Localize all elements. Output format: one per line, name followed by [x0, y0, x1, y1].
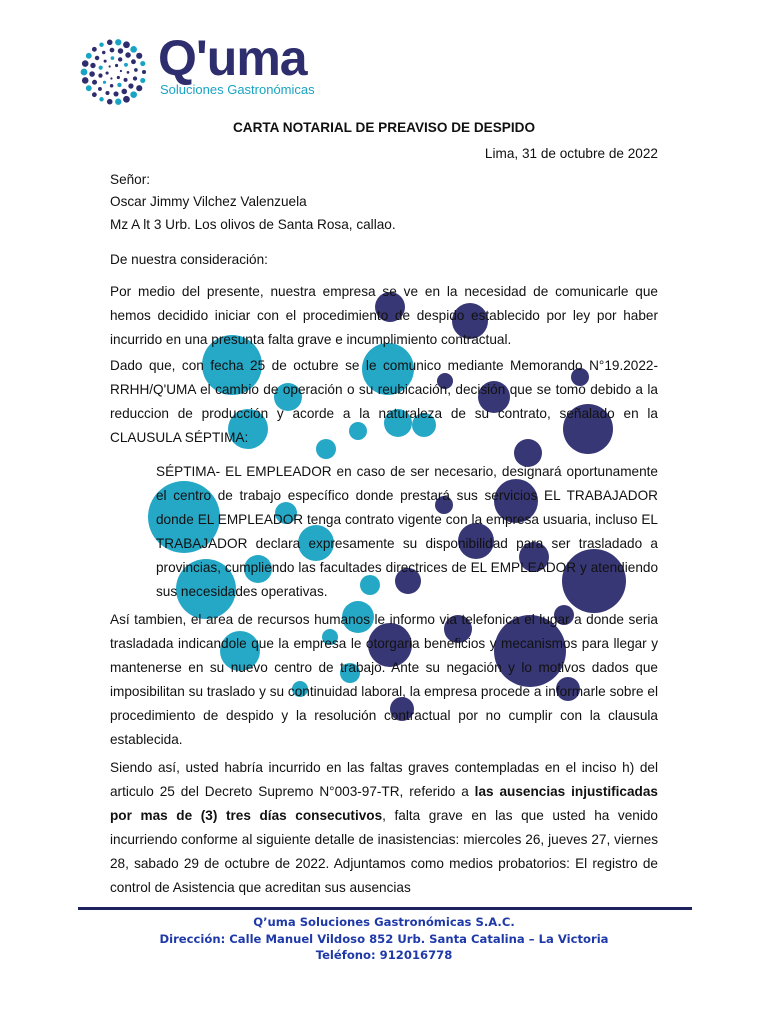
greeting: De nuestra consideración:: [110, 252, 268, 267]
paragraph-2: Dado que, con fecha 25 de octubre se le comunico mediante Memorando N°19.2022-RRHH/Q'UMA el cambio de operación o su reubicación, decisión que se tomo debido a la reduccion de producción y acorde a la naturaleza de su contrato, señalado en la CLAUSULA SÉPTIMA:: [110, 358, 658, 445]
paragraph-1: Por medio del presente, nuestra empresa se ve en la necesidad de comunicarle que hemos decidido iniciar con el procedimiento de despido establecido por ley por haber incurrido en una presunta falta grave e incumplimiento contractual.: [110, 284, 658, 347]
paragraph-5-start: Siendo así, usted habría incurrido en las faltas graves contempladas en el inciso h) del articulo 25 del Decreto Supremo N°003-97-TR, referido a: [110, 760, 658, 799]
footer-phone: Teléfono: 912016778: [315, 948, 453, 962]
paragraph-5: [110, 756, 658, 900]
logo-name: Q'uma: [158, 30, 307, 86]
recipient-name: Oscar Jimmy Vilchez Valenzuela: [110, 194, 307, 209]
logo-tagline: Soluciones Gastronómicas: [160, 82, 315, 97]
letter-date: Lima, 31 de octubre de 2022: [484, 146, 658, 161]
footer-company: Q’uma Soluciones Gastronómicas S.A.C.: [253, 915, 515, 929]
paragraph-4: Así tambien, el area de recursos humanos le informo via telefonica el lugar a donde seria trasladada indicandole que la empresa le otorgaria beneficios y mecanismos para llegar y mantenerse en su nuevo centro de trabajo. Ante su negación y lo motivos dados que imposibilitan su traslado y su continuidad laboral, la empresa procede a informarle sobre el procedimiento de despido y la resolución contractual por no cumplir con la clausula establecida.: [110, 612, 658, 747]
footer: [0, 914, 768, 964]
salutation: Señor:: [110, 172, 151, 187]
company-logo: [78, 30, 318, 106]
paragraph-5-end: , falta grave en las que usted ha venido incurriendo conforme al siguiente detalle de inasistencias: miercoles 26, jueves 27, viernes 28, sabado 29 de octubre de 2022. Adjuntamos como medios probatorios: El registro de control de Asistencia que acreditan sus ausencias: [110, 808, 658, 895]
paragraph-5-bold: las ausencias injustificadas por mas de (3) tres días consecutivos: [110, 784, 658, 823]
recipient-address: Mz A lt 3 Urb. Los olivos de Santa Rosa, callao.: [110, 217, 396, 232]
dots-ring-icon: [78, 36, 150, 108]
letter-title: CARTA NOTARIAL DE PREAVISO DE DESPIDO: [232, 120, 536, 135]
clause-septima: SÉPTIMA- EL EMPLEADOR en caso de ser necesario, designará oportunamente el centro de trabajo específico donde prestará sus servicios EL TRABAJADOR donde EL EMPLEADOR tenga contrato vigente con la empresa usuaria, incluso EL TRABAJADOR declara expresamente su disponibilidad para ser trasladado a provincias, cumpliendo las facultades directrices de EL EMPLEADOR y atendiendo sus necesidades operativas.: [156, 464, 658, 599]
footer-divider: [78, 907, 692, 910]
footer-address: Dirección: Calle Manuel Vildoso 852 Urb. Santa Catalina – La Victoria: [159, 931, 609, 946]
